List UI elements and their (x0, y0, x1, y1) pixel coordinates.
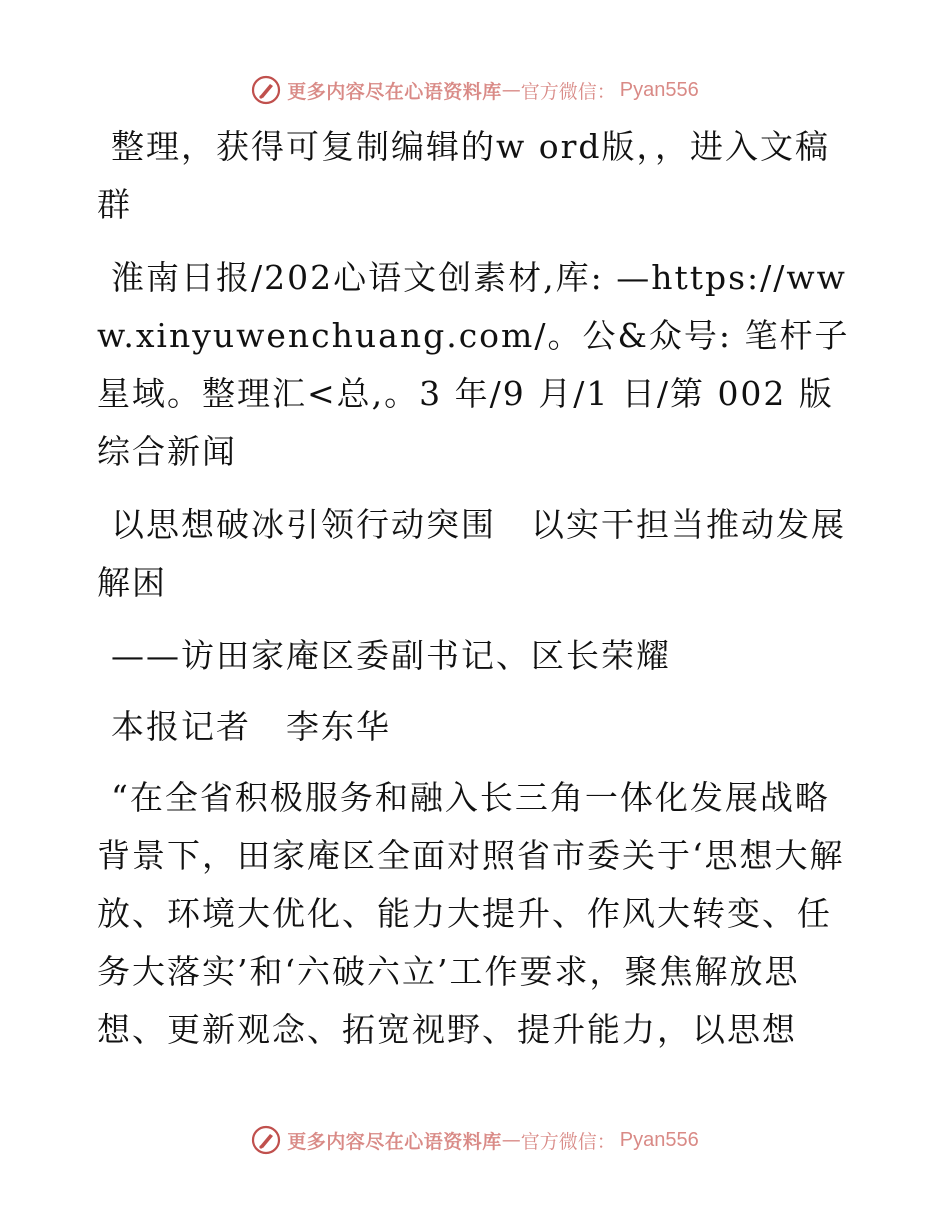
footer-banner (0, 1120, 950, 1160)
pen-logo-icon (251, 75, 281, 105)
banner-title: 更多内容尽在心语资料库 (287, 1130, 502, 1153)
article-subtitle: ——访田家庵区委副书记、区长荣耀 (111, 636, 671, 675)
banner-official-label: 官方微信： (520, 1130, 616, 1153)
article-headline: 以思想破冰引领行动突围 以实干担当推动发展解困 (97, 505, 846, 602)
article-byline: 本报记者 李东华 (111, 707, 391, 746)
banner-wechat-id: Pyan556 (619, 1128, 699, 1151)
banner-dash: — (501, 79, 521, 101)
pen-logo-icon (251, 1125, 281, 1155)
banner-official-label: 官方微信： (520, 80, 616, 103)
paragraph-quote: “在全省积极服务和融入长三角一体化发展战略背景下，田家庵区全面对照省市委关于‘思想大解放、环境大优化、能力大提升、作风大转变、任务大落实’和‘六破六立’工作要求，聚焦解放思想、更新观念、拓宽视野、提升能力，以思想 (97, 778, 845, 1049)
paragraph-intro: 整理，获得可复制编辑的w ord版，，进入文稿群 (97, 127, 831, 224)
header-banner (0, 70, 950, 110)
document-body (97, 118, 857, 1074)
banner-wechat-id: Pyan556 (619, 78, 699, 101)
paragraph-source: 淮南日报/202心语文创素材,库: —https://www.xinyuwenchuang.com/。公&众号: 笔杆子星域。整理汇<总,。3 年/9 月/1 日/第 002 版综合新闻 (97, 258, 850, 471)
banner-dash: — (501, 1129, 521, 1151)
banner-title: 更多内容尽在心语资料库 (287, 80, 502, 103)
